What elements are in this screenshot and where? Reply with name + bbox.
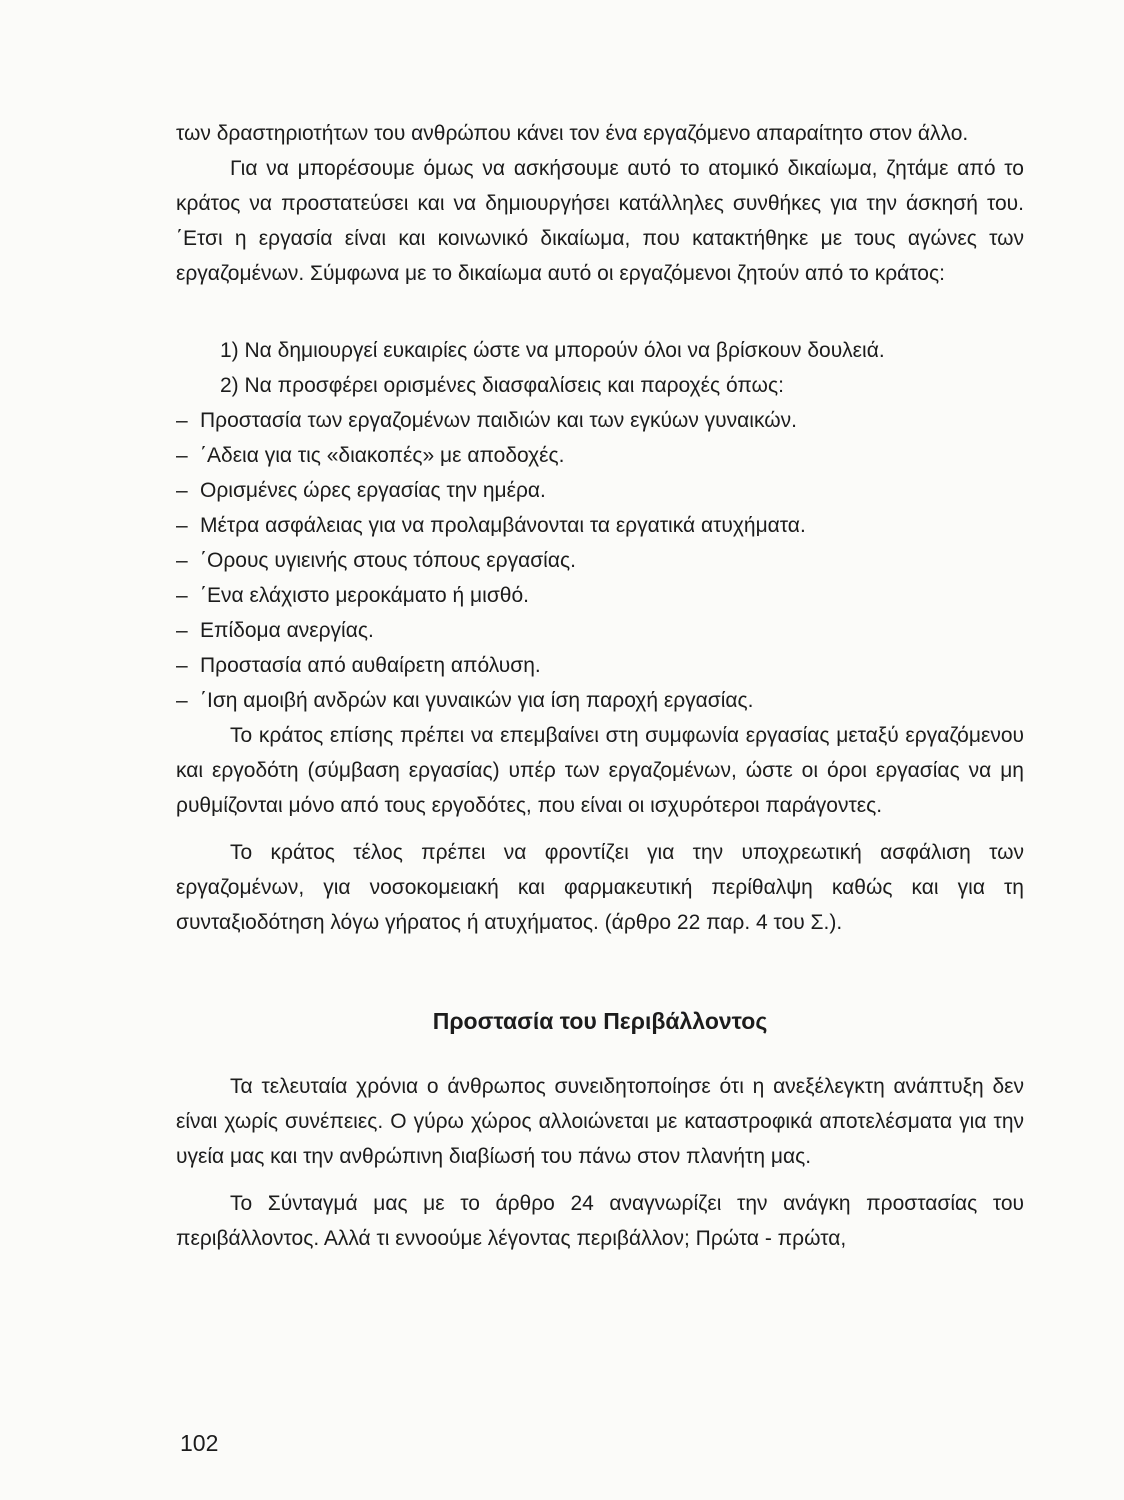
page-body [176, 116, 1024, 1256]
dash-marker: – [176, 549, 188, 572]
dash-marker: – [176, 514, 188, 537]
dash-marker: – [176, 654, 188, 677]
list-item [176, 578, 1024, 613]
list-item-text: Προστασία των εργαζομένων παιδιών και των εγκύων γυναικών. [200, 409, 797, 432]
environment-paragraph-1: Τα τελευταία χρόνια ο άνθρωπος συνειδητοποίησε ότι η ανεξέλεγκτη ανάπτυξη δεν είναι χωρίς συνέπειες. Ο γύρω χώρος αλλοιώνεται με καταστροφικά αποτελέσματα για την υγεία μας και την ανθρώπινη διαβίωσή του πάνω στον πλανήτη μας. [176, 1075, 1024, 1168]
list-item-text: Ορισμένες ώρες εργασίας την ημέρα. [200, 479, 546, 502]
section-heading: Προστασία του Περιβάλλοντος [432, 1008, 768, 1034]
list-item-text: Επίδομα ανεργίας. [200, 619, 374, 642]
list-item-text: ΄Ορους υγιεινής στους τόπους εργασίας. [200, 549, 576, 572]
list-item-text: ΄Ιση αμοιβή ανδρών και γυναικών για ίση παροχή εργασίας. [200, 689, 754, 712]
list-item-text: ΄Ενα ελάχιστο μεροκάματο ή μισθό. [200, 584, 529, 607]
dash-marker: – [176, 584, 188, 607]
list-item [176, 473, 1024, 508]
dash-marker: – [176, 479, 188, 502]
list-item-text: Προστασία από αυθαίρετη απόλυση. [200, 654, 541, 677]
dash-marker: – [176, 444, 188, 467]
dash-marker: – [176, 689, 188, 712]
list-item [176, 683, 1024, 718]
page-number: 102 [180, 1430, 219, 1456]
employment-contract-paragraph: Το κράτος επίσης πρέπει να επεμβαίνει στη συμφωνία εργασίας μεταξύ εργαζόμενου και εργοδότη (σύμβαση εργασίας) υπέρ των εργαζομένων, ώστε οι όροι εργασίας να μη ρυθμίζονται μόνο από τους εργοδότες, που είναι οι ισχυρότεροι παράγοντες. [176, 724, 1024, 817]
list-item [176, 438, 1024, 473]
environment-paragraph-2: Το Σύνταγμά μας με το άρθρο 24 αναγνωρίζει την ανάγκη προστασίας του περιβάλλοντος. Αλλά τι εννοούμε λέγοντας περιβάλλον; Πρώτα - πρώτα, [176, 1192, 1024, 1250]
numbered-item-1: 1) Να δημιουργεί ευκαιρίες ώστε να μπορούν όλοι να βρίσκουν δουλειά. [220, 339, 885, 362]
numbered-item-2: 2) Να προσφέρει ορισμένες διασφαλίσεις και παροχές όπως: [220, 374, 784, 397]
dash-marker: – [176, 619, 188, 642]
continued-paragraph: των δραστηριοτήτων του ανθρώπου κάνει τον ένα εργαζόμενο απαραίτητο στον άλλο. [176, 122, 969, 145]
insurance-paragraph: Το κράτος τέλος πρέπει να φροντίζει για την υποχρεωτική ασφάλιση των εργαζομένων, για νοσοκομειακή και φαρμακευτική περίθαλψη καθώς και για τη συνταξιοδότηση λόγω γήρατος ή ατυχήματος. (άρθρο 22 παρ. 4 του Σ.). [176, 841, 1024, 934]
right-to-work-paragraph: Για να μπορέσουμε όμως να ασκήσουμε αυτό το ατομικό δικαίωμα, ζητάμε από το κράτος να προστατεύσει και να δημιουργήσει κατάλληλες συνθήκες για την άσκησή του. ΄Ετσι η εργασία είναι και κοινωνικό δικαίωμα, που κατακτήθηκε με τους αγώνες των εργαζομένων. Σύμφωνα με το δικαίωμα αυτό οι εργαζόμενοι ζητούν από το κράτος: [176, 157, 1024, 285]
list-item [176, 648, 1024, 683]
dash-marker: – [176, 409, 188, 432]
list-item [176, 613, 1024, 648]
list-item [176, 543, 1024, 578]
list-item-text: Μέτρα ασφάλειας για να προλαμβάνονται τα εργατικά ατυχήματα. [200, 514, 806, 537]
list-item-text: ΄Αδεια για τις «διακοπές» με αποδοχές. [200, 444, 565, 467]
benefits-list [176, 403, 1024, 718]
list-item [176, 403, 1024, 438]
list-item [176, 508, 1024, 543]
